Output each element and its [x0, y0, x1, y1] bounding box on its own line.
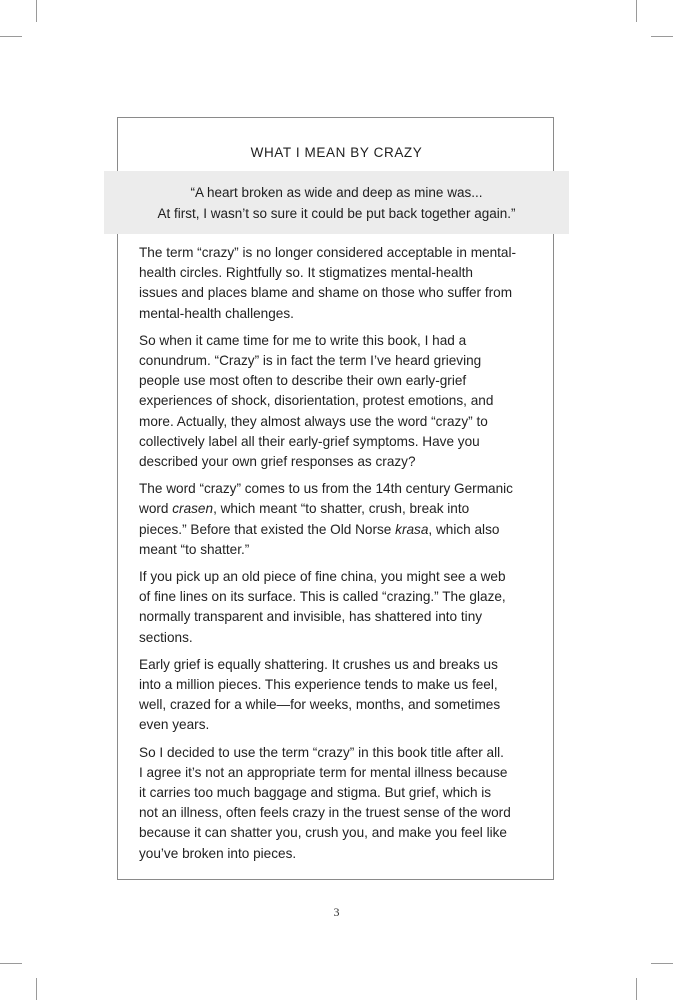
text-segment: sections. — [139, 629, 193, 645]
text-segment: it carries too much baggage and stigma. But grief, which is — [139, 785, 492, 801]
text-line — [139, 452, 539, 472]
text-line — [139, 675, 539, 695]
body-text — [139, 243, 539, 871]
crop-mark — [0, 963, 22, 964]
text-segment: Early grief is equally shattering. It crushes us and breaks us — [139, 656, 498, 672]
text-line — [139, 331, 539, 351]
body-paragraph — [139, 479, 539, 560]
text-line — [139, 803, 539, 823]
text-line — [139, 391, 539, 411]
text-line — [139, 371, 539, 391]
text-segment: people use most often to describe their own early-grief — [139, 373, 467, 389]
text-segment: because it can shatter you, crush you, and make you feel like — [139, 825, 507, 841]
text-line — [139, 715, 539, 735]
text-line — [139, 479, 539, 499]
crop-mark — [636, 978, 637, 1000]
text-line — [139, 587, 539, 607]
text-line — [139, 304, 539, 324]
page-number: 3 — [333, 905, 340, 919]
text-segment: So when it came time for me to write this book, I had a — [139, 332, 467, 348]
crop-mark — [651, 963, 673, 964]
text-line — [139, 412, 539, 432]
text-segment: collectively label all their early-grief symptoms. Have you — [139, 433, 480, 449]
text-line — [139, 655, 539, 675]
text-line — [139, 743, 539, 763]
text-segment: , which also — [428, 521, 500, 537]
text-segment: The word “crazy” comes to us from the 14th century Germanic — [139, 481, 513, 497]
epigraph-line: “A heart broken as wide and deep as mine was... — [190, 185, 483, 200]
body-paragraph — [139, 655, 539, 736]
text-line — [139, 567, 539, 587]
body-paragraph — [139, 743, 539, 864]
text-line — [139, 351, 539, 371]
text-line — [139, 823, 539, 843]
text-segment: meant “to shatter.” — [139, 541, 250, 557]
text-segment: more. Actually, they almost always use the word “crazy” to — [139, 413, 488, 429]
text-line — [139, 520, 539, 540]
crop-mark — [636, 0, 637, 22]
text-segment: of fine lines on its surface. This is called “crazing.” The glaze, — [139, 589, 506, 605]
text-segment: So I decided to use the term “crazy” in this book title after all. — [139, 744, 504, 760]
section-heading: WHAT I MEAN BY CRAZY — [250, 145, 423, 160]
crop-mark — [651, 36, 673, 37]
text-segment: I agree it’s not an appropriate term for mental illness because — [139, 764, 508, 780]
text-line — [139, 499, 539, 519]
epigraph-quote — [104, 171, 569, 234]
text-segment: health circles. Rightfully so. It stigmatizes mental-health — [139, 265, 473, 281]
text-line — [139, 243, 539, 263]
text-segment: even years. — [139, 717, 210, 733]
text-line — [139, 844, 539, 864]
text-segment: , which meant “to shatter, crush, break into — [213, 501, 470, 517]
text-segment: issues and places blame and shame on those who suffer from — [139, 285, 513, 301]
epigraph-line: At first, I wasn’t so sure it could be put back together again.” — [157, 206, 516, 221]
text-line — [139, 283, 539, 303]
text-segment: experiences of shock, disorientation, protest emotions, and — [139, 393, 494, 409]
text-line — [139, 263, 539, 283]
crop-mark — [36, 0, 37, 22]
body-paragraph — [139, 243, 539, 324]
text-segment: conundrum. “Crazy” is in fact the term I’ve heard grieving — [139, 353, 482, 369]
text-line — [139, 695, 539, 715]
text-segment: mental-health challenges. — [139, 305, 294, 321]
text-segment: normally transparent and invisible, has shattered into tiny — [139, 609, 483, 625]
text-line — [139, 540, 539, 560]
text-line — [139, 628, 539, 648]
crop-mark — [0, 36, 22, 37]
italic-word: krasa — [395, 521, 429, 537]
italic-word: crasen — [172, 501, 214, 517]
text-segment: not an illness, often feels crazy in the truest sense of the word — [139, 805, 511, 821]
body-paragraph — [139, 331, 539, 472]
text-segment: word — [139, 501, 173, 517]
text-segment: you’ve broken into pieces. — [139, 845, 297, 861]
text-segment: described your own grief responses as crazy? — [139, 454, 416, 470]
text-line — [139, 432, 539, 452]
text-segment: If you pick up an old piece of fine china, you might see a web — [139, 569, 506, 585]
body-paragraph — [139, 567, 539, 648]
crop-mark — [36, 978, 37, 1000]
text-line — [139, 763, 539, 783]
text-line — [139, 607, 539, 627]
text-segment: well, crazed for a while—for weeks, months, and sometimes — [139, 697, 501, 713]
text-line — [139, 783, 539, 803]
text-segment: The term “crazy” is no longer considered acceptable in mental- — [139, 245, 517, 260]
text-segment: into a million pieces. This experience tends to make us feel, — [139, 677, 498, 693]
text-segment: pieces.” Before that existed the Old Norse — [139, 521, 396, 537]
